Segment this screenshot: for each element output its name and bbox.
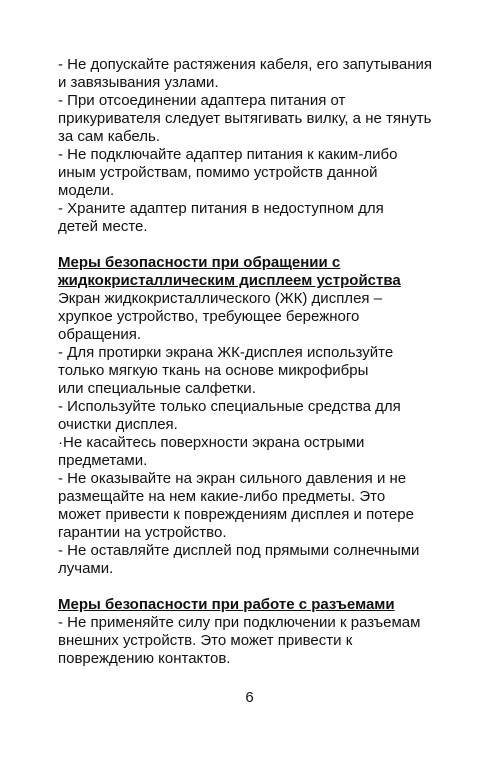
text-line: очистки дисплея.	[58, 416, 178, 433]
paragraph-spacer	[58, 236, 468, 254]
text-line: обращения.	[58, 326, 142, 343]
text-line: лучами.	[58, 560, 114, 577]
text-line: - Храните адаптер питания в недоступном для	[58, 200, 384, 217]
text-line: повреждению контактов.	[58, 650, 231, 667]
text-line: размещайте на нем какие-либо предметы. Это	[58, 488, 386, 505]
text-line: только мягкую ткань на основе микрофибры	[58, 362, 369, 379]
text-line: предметами.	[58, 452, 148, 469]
text-line: - Не оставляйте дисплей под прямыми солнечными	[58, 542, 420, 559]
text-line: - Не допускайте растяжения кабеля, его запутывания	[58, 56, 433, 73]
page-number: 6	[245, 689, 254, 706]
text-line: хрупкое устройство, требующее бережного	[58, 308, 360, 325]
text-line: детей месте.	[58, 218, 148, 235]
text-line: иным устройствам, помимо устройств данной	[58, 164, 378, 181]
text-line: ·Не касайтесь поверхности экрана острыми	[58, 434, 365, 451]
section-heading: Меры безопасности при обращении с	[58, 254, 341, 271]
paragraph-power-adapter	[58, 56, 468, 236]
text-line: и завязывания узлами.	[58, 74, 219, 91]
text-line: модели.	[58, 182, 115, 199]
text-line: или специальные салфетки.	[58, 380, 256, 397]
section-heading: жидкокристаллическим дисплеем устройства	[58, 272, 401, 289]
paragraph-spacer	[58, 578, 468, 596]
text-line: - Не оказывайте на экран сильного давления и не	[58, 470, 407, 487]
text-line: Экран жидкокристаллического (ЖК) дисплея –	[58, 290, 383, 307]
text-line: - Не подключайте адаптер питания к каким-либо	[58, 146, 398, 163]
text-line: - Не применяйте силу при подключении к разъемам	[58, 614, 421, 631]
text-line: может привести к повреждениям дисплея и потере	[58, 506, 414, 523]
manual-page-text	[58, 56, 468, 668]
text-line: - При отсоединении адаптера питания от	[58, 92, 346, 109]
text-line: - Используйте только специальные средства для	[58, 398, 401, 415]
text-line: за сам кабель.	[58, 128, 160, 145]
text-line: прикуривателя следует вытягивать вилку, а не тянуть	[58, 110, 432, 127]
section-lcd-safety	[58, 254, 468, 578]
section-heading: Меры безопасности при работе с разъемами	[58, 596, 395, 613]
section-connector-safety	[58, 596, 468, 668]
text-line: внешних устройств. Это может привести к	[58, 632, 353, 649]
text-line: - Для протирки экрана ЖК-дисплея используйте	[58, 344, 394, 361]
text-line: гарантии на устройство.	[58, 524, 227, 541]
